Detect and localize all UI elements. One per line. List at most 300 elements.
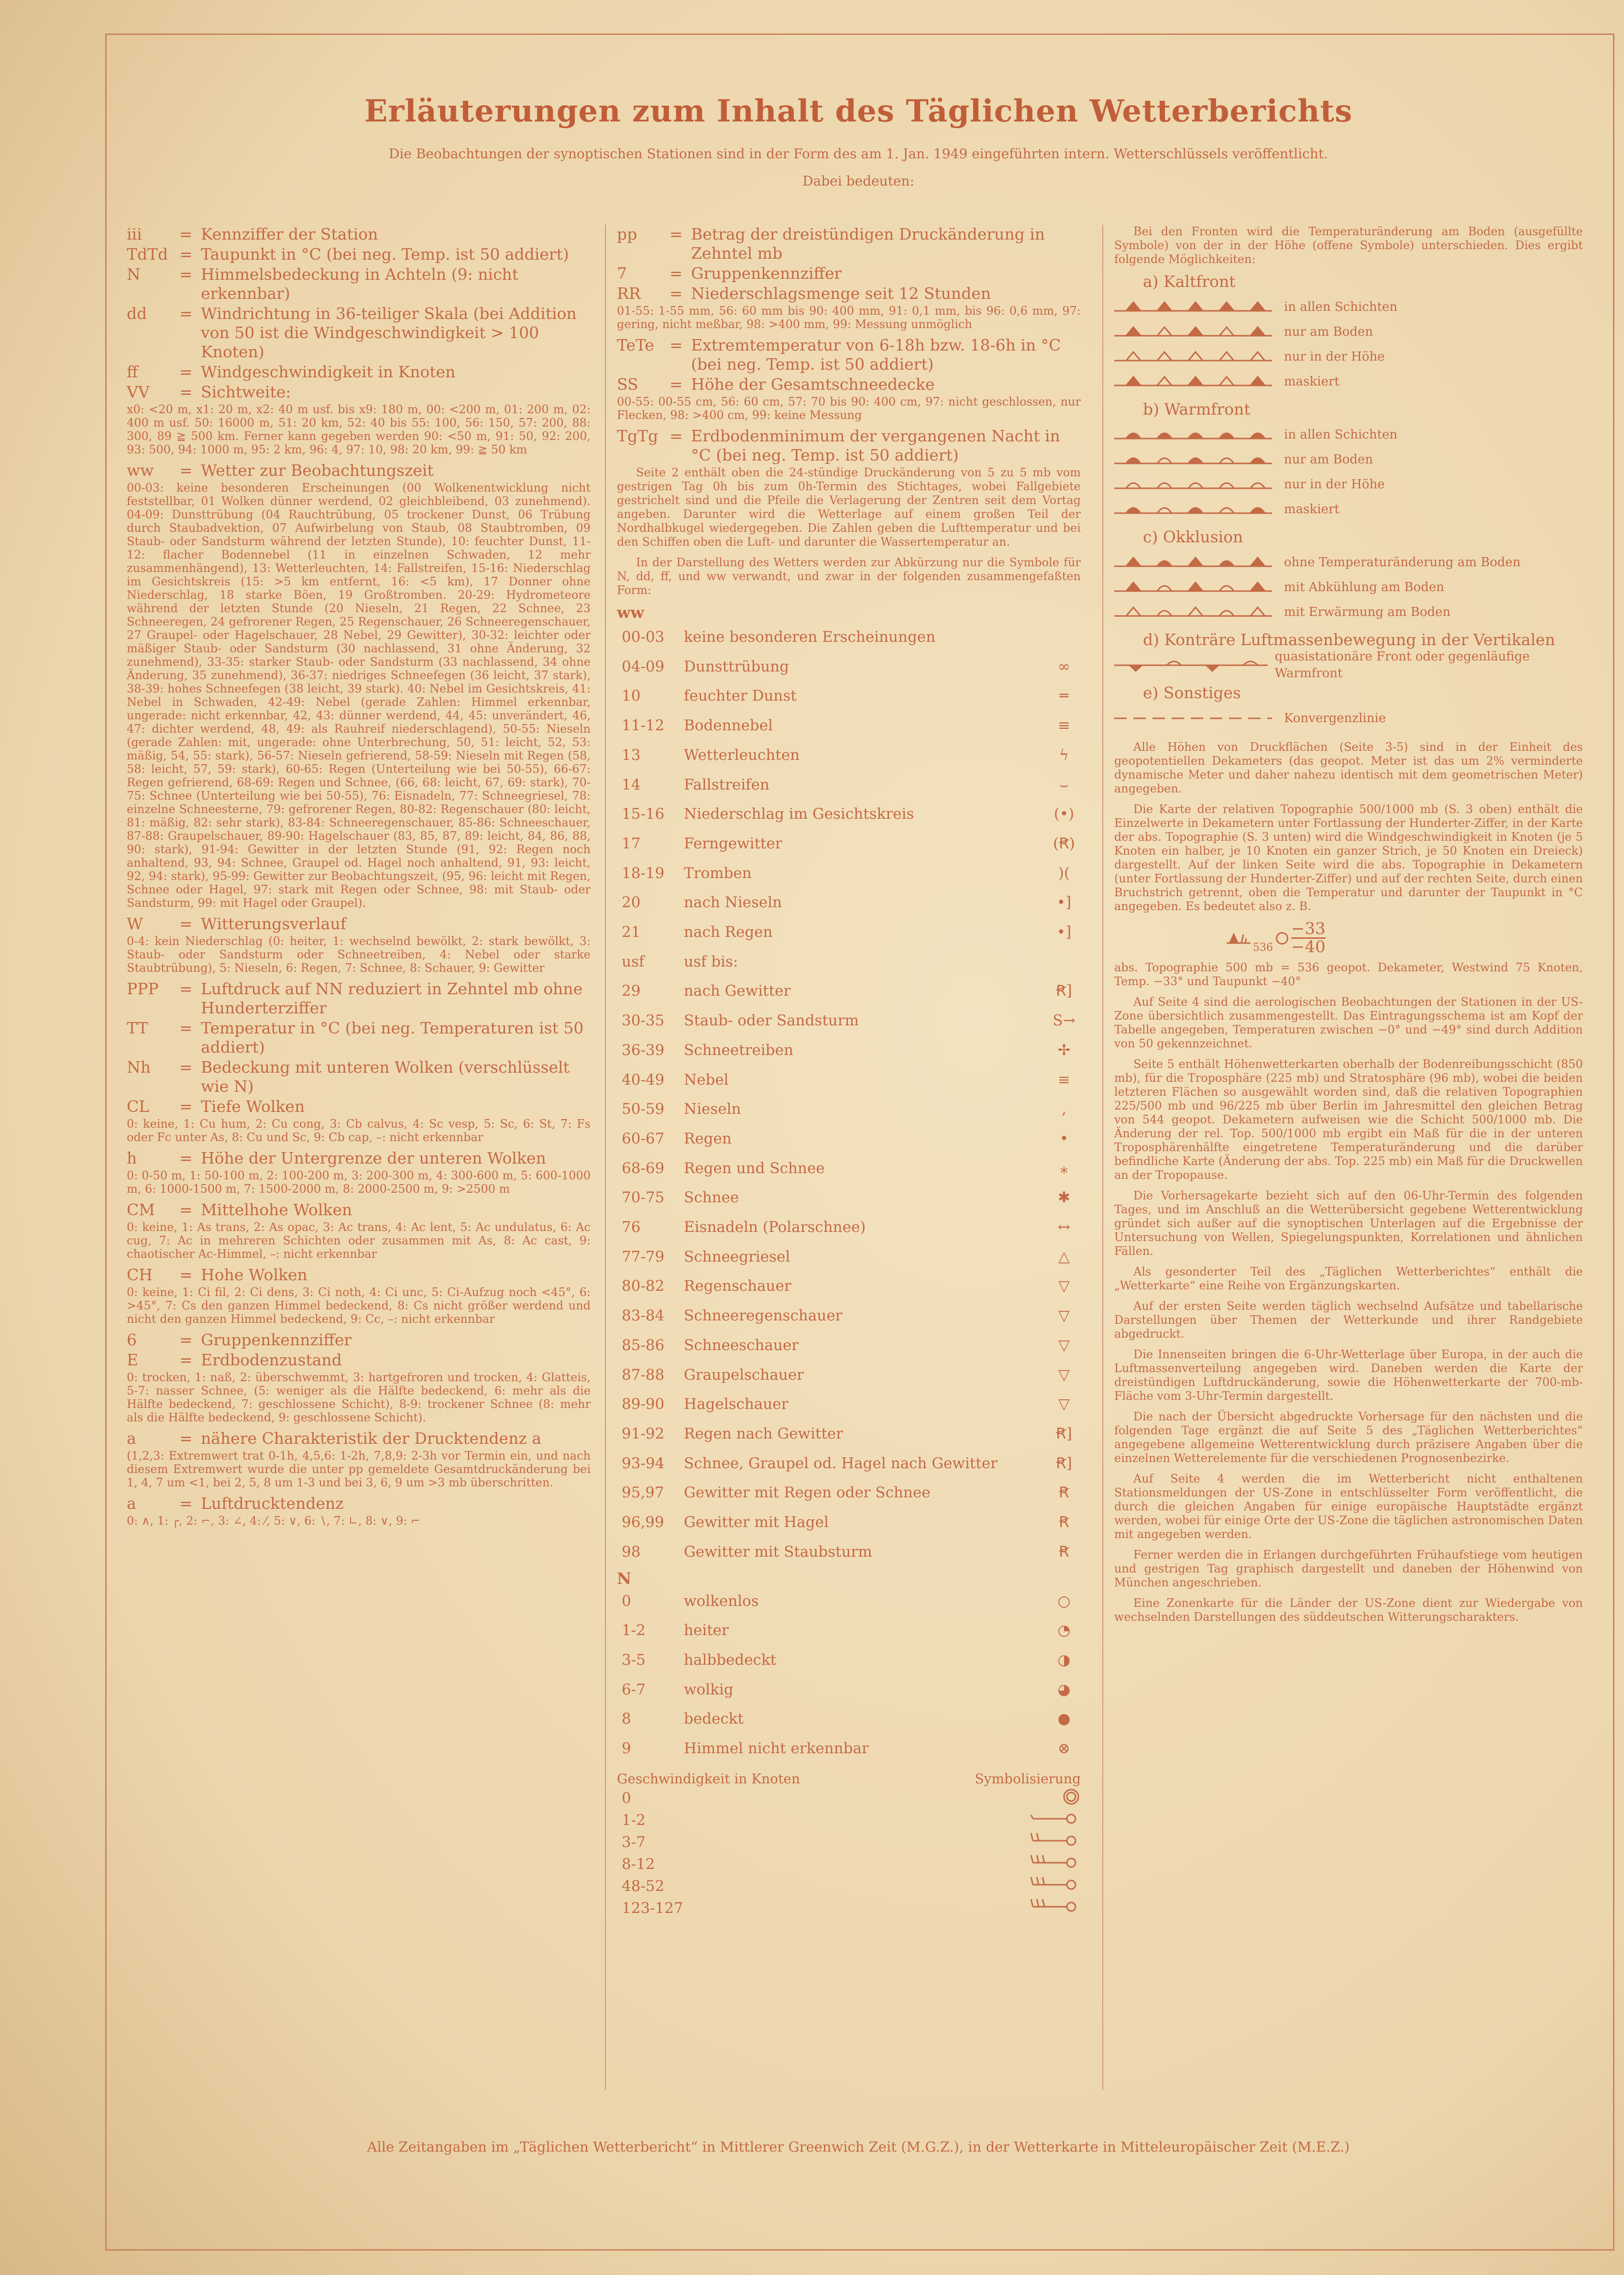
row-description: heiter	[684, 1622, 729, 1639]
wind-spacer	[684, 1875, 1028, 1897]
table-row	[617, 888, 1081, 918]
example-dewpoint: −40	[1291, 937, 1326, 956]
konvergenz-label: Konvergenzlinie	[1284, 711, 1386, 725]
front-row	[1114, 369, 1583, 394]
table-row	[617, 681, 1081, 711]
definition-text: Niederschlagsmenge seit 12 Stunden	[691, 284, 991, 303]
table-row	[617, 1646, 1081, 1675]
equals-sign: =	[179, 1200, 193, 1219]
row-code: 17	[622, 835, 641, 852]
definition-text: Himmelsbedeckung in Achteln (9: nicht erkennbar)	[201, 265, 519, 303]
equals-sign: =	[179, 1149, 193, 1167]
row-description: usf bis:	[684, 953, 738, 970]
definition-row	[127, 1019, 591, 1057]
row-code: 21	[622, 923, 641, 941]
row-symbol-icon: ◑	[1057, 1651, 1071, 1669]
row-description: Fallstreifen	[684, 776, 769, 793]
row-code: 70-75	[622, 1189, 665, 1207]
definition-code: TeTe	[617, 336, 654, 354]
row-code: 3-5	[622, 1651, 646, 1669]
definition-row	[127, 225, 591, 244]
table-row	[617, 1272, 1081, 1301]
equals-sign: =	[179, 265, 193, 284]
wind-row	[617, 1831, 1081, 1853]
definition-row	[127, 1058, 591, 1096]
table-row	[617, 1419, 1081, 1449]
definition-code: E	[127, 1351, 139, 1369]
row-symbol-icon: ∞	[1058, 658, 1070, 675]
definition-row	[617, 336, 1081, 374]
example-text: abs. Topographie 500 mb = 536 geopot. Dekameter, Westwind 75 Knoten, Temp. −33° und Taupunkt −40°	[1114, 961, 1583, 988]
front-row	[1114, 497, 1583, 522]
row-description: Graupelschauer	[684, 1366, 804, 1384]
table-row	[617, 1066, 1081, 1095]
equals-sign: =	[179, 979, 193, 998]
table-row	[617, 918, 1081, 947]
front-row	[1114, 295, 1583, 319]
wind-table	[617, 1787, 1081, 1919]
row-description: Schneegriesel	[684, 1248, 790, 1265]
row-code: 96,99	[622, 1514, 664, 1531]
definition-row	[127, 1149, 591, 1168]
table-row	[617, 1036, 1081, 1066]
page-subtitle: Die Beobachtungen der synoptischen Stationen sind in der Form des am 1. Jan. 1949 eingeführten intern. Wetterschlüssels veröffentlicht.	[388, 146, 1328, 162]
row-symbol-icon: ◔	[1057, 1622, 1071, 1639]
station-circle-icon	[1276, 932, 1288, 945]
row-code: 30-35	[622, 1012, 665, 1030]
definition-row	[617, 284, 1081, 303]
example-station-value: 536	[1253, 942, 1273, 954]
row-code: 93-94	[622, 1454, 665, 1472]
wind-speed: 3-7	[622, 1833, 646, 1851]
definition-code: SS	[617, 375, 638, 394]
table-row	[617, 1508, 1081, 1538]
wetterkarte-text: Als gesonderter Teil des „Täglichen Wetterberichtes“ enthält die „Wetterkarte“ eine Reihe von Ergänzungskarten.	[1114, 1265, 1583, 1292]
wind-barb-icon	[1028, 1897, 1081, 1916]
definition-row	[127, 383, 591, 402]
front-row	[1114, 319, 1583, 344]
column-divider	[1102, 225, 1103, 2090]
wind-spacer	[684, 1787, 1028, 1809]
definition-text: Kennziffer der Station	[201, 225, 378, 243]
definition-text: Hohe Wolken	[201, 1265, 307, 1284]
definition-text: Höhe der Untergrenze der unteren Wolken	[201, 1149, 546, 1167]
row-symbol-icon: ⊗	[1058, 1740, 1070, 1758]
vorhersage-nach-text: Die nach der Übersicht abgedruckte Vorhersage für den nächsten und die folgenden Tage ergänzt die auf Seite 5 des „Täglichen Wetterberichtes“ angegebene allgemeine Wetterentwicklung durch präzisere Angaben über die einzelnen Wetterelemente für die verschiedenen Prognosenbezirke.	[1114, 1410, 1583, 1465]
wind-spacer	[684, 1853, 1028, 1875]
table-row	[617, 1616, 1081, 1646]
definition-text: Wetter zur Beobachtungszeit	[201, 461, 434, 480]
station-example	[1224, 920, 1583, 956]
row-symbol-icon: ○	[1057, 1592, 1071, 1610]
definition-code: CL	[127, 1097, 150, 1116]
row-code: usf	[622, 953, 645, 970]
row-code: 68-69	[622, 1159, 665, 1177]
front-row	[1114, 344, 1583, 369]
front-label: nur am Boden	[1284, 324, 1373, 339]
sonstiges-heading: e) Sonstiges	[1143, 683, 1241, 702]
column-left	[127, 225, 591, 1532]
definition-text: Gruppenkennziffer	[201, 1330, 352, 1349]
table-row	[617, 1213, 1081, 1242]
row-code: 14	[622, 776, 641, 793]
definition-code: ff	[127, 363, 138, 381]
equals-sign: =	[669, 225, 683, 243]
row-code: 60-67	[622, 1130, 665, 1147]
row-code: 8	[622, 1710, 631, 1728]
page-footer: Alle Zeitangaben im „Täglichen Wetterbericht“ in Mittlerer Greenwich Zeit (M.G.Z.), in der Wetterkarte in Mitteleuropäischer Zeit (M.E.Z.)	[367, 2139, 1350, 2155]
definition-text: Betrag der dreistündigen Druckänderung in Zehntel mb	[691, 225, 1045, 263]
wind-speed: 123-127	[622, 1899, 683, 1917]
definition-text: Temperatur in °C (bei neg. Temperaturen ist 50 addiert)	[201, 1019, 584, 1056]
row-symbol-icon: Ꞧ]	[1056, 1454, 1072, 1472]
definition-code: iii	[127, 225, 142, 243]
table-row	[617, 1331, 1081, 1361]
row-symbol-icon: S→	[1053, 1012, 1075, 1030]
table-row	[617, 1390, 1081, 1419]
row-description: nach Gewitter	[684, 982, 791, 1000]
row-symbol-icon: Ꞧ	[1059, 1543, 1069, 1561]
kontraer-heading: d) Konträre Luftmassenbewegung in der Vertikalen	[1143, 630, 1555, 649]
row-description: Dunsttrübung	[684, 658, 790, 675]
definition-note: 0: ∧, 1: ┌, 2: ⌐, 3: ∠, 4: ⁄, 5: ∨, 6: ∖, 7: ∟, 8: ∨, 9: ⌐	[127, 1514, 421, 1528]
definition-code: VV	[127, 383, 150, 401]
definition-code: dd	[127, 304, 147, 323]
row-description: keine besonderen Erscheinungen	[684, 628, 936, 646]
row-description: wolkenlos	[684, 1592, 759, 1610]
row-code: 98	[622, 1543, 641, 1561]
table-row	[617, 1183, 1081, 1213]
ww-table	[617, 623, 1081, 1567]
equals-sign: =	[179, 363, 193, 381]
table-row	[617, 1242, 1081, 1272]
front-label: mit Abkühlung am Boden	[1284, 580, 1445, 594]
row-code: 13	[622, 746, 641, 764]
definition-text: Windgeschwindigkeit in Knoten	[201, 363, 456, 381]
wind-barb-icon	[1028, 1831, 1081, 1850]
table-row	[617, 1449, 1081, 1479]
table-row	[617, 829, 1081, 859]
wind-barb-icon	[1028, 1853, 1081, 1872]
row-symbol-icon: ▽	[1058, 1307, 1070, 1325]
row-code: 6-7	[622, 1681, 646, 1698]
row-description: Eisnadeln (Polarschnee)	[684, 1219, 866, 1236]
front-row	[1114, 422, 1583, 447]
warmfront-list	[1114, 422, 1583, 522]
definition-text: nähere Charakteristik der Drucktendenz a	[201, 1429, 541, 1448]
row-symbol-icon: ✱	[1058, 1189, 1070, 1207]
innenseiten-text: Die Innenseiten bringen die 6-Uhr-Wetterlage über Europa, in der auch die Luftmassenverteilung angegeben wird. Daneben werden die Karte der dreistündigen Luftdruckänderung, sowie die Höhenwetterkarte der 700-mb-Fläche vom 3-Uhr-Termin dargestellt.	[1114, 1348, 1583, 1403]
definition-text: Luftdrucktendenz	[201, 1494, 344, 1513]
row-symbol-icon: •]	[1056, 894, 1072, 912]
row-description: Niederschlag im Gesichtskreis	[684, 805, 914, 823]
equals-sign: =	[179, 225, 193, 243]
row-description: nach Regen	[684, 923, 773, 941]
row-symbol-icon: Ꞧ]	[1056, 1425, 1072, 1442]
definition-code: TgTg	[617, 427, 658, 445]
equals-sign: =	[179, 1058, 193, 1077]
row-description: nach Nieseln	[684, 894, 782, 912]
row-code: 0	[622, 1592, 631, 1610]
row-code: 89-90	[622, 1396, 665, 1413]
row-symbol-icon: ↔	[1058, 1219, 1070, 1236]
definition-code: TdTd	[127, 245, 168, 264]
wind-spacer	[684, 1897, 1028, 1919]
definition-row	[127, 1097, 591, 1116]
row-description: bedeckt	[684, 1710, 744, 1728]
equals-sign: =	[179, 1351, 193, 1369]
row-description: Schneeregenschauer	[684, 1307, 843, 1325]
row-code: 87-88	[622, 1366, 665, 1384]
wind-header	[617, 1770, 1081, 1787]
seite4b-text: Auf Seite 4 werden die im Wetterbericht nicht enthaltenen Stationsmeldungen der US-Zone in entschlüsselter Form veröffentlicht, die durch die gleichen Angaben für einige europäische Hauptstädte ergänzt werden, wobei für einige Orte der US-Zone die täglichen astronomischen Daten mit angegeben werden.	[1114, 1472, 1583, 1541]
row-code: 80-82	[622, 1277, 665, 1295]
kalt-front-symbol	[1114, 322, 1277, 341]
definition-row	[127, 363, 591, 382]
wind-row	[617, 1787, 1081, 1809]
row-code: 95,97	[622, 1484, 664, 1502]
definition-text: Windrichtung in 36-teiliger Skala (bei Addition von 50 ist die Windgeschwindigkeit > 100 Knoten)	[201, 304, 577, 361]
quasistationary-front-symbol	[1114, 656, 1268, 675]
example-temp: −33	[1291, 919, 1326, 938]
table-row	[617, 1478, 1081, 1508]
front-label: maskiert	[1284, 502, 1339, 517]
row-symbol-icon: ▽	[1058, 1277, 1070, 1295]
warm-front-symbol	[1114, 500, 1277, 519]
table-row	[617, 1301, 1081, 1331]
definition-text: Tiefe Wolken	[201, 1097, 305, 1116]
table-row	[617, 1675, 1081, 1705]
table-row	[617, 1154, 1081, 1184]
wind-speed-heading: Geschwindigkeit in Knoten	[617, 1770, 800, 1787]
row-code: 11-12	[622, 717, 665, 735]
row-symbol-icon: (Ꞧ)	[1053, 835, 1075, 852]
column-right	[1114, 225, 1583, 1631]
definition-row	[617, 225, 1081, 263]
zonenkarte-text: Eine Zonenkarte für die Länder der US-Zone dient zur Wiedergabe von wechselnden Darstellungen des süddeutschen Witterungscharakters.	[1114, 1596, 1583, 1624]
row-symbol-icon: Ꞧ	[1059, 1484, 1069, 1502]
warm-front-symbol	[1114, 475, 1277, 494]
definition-row	[617, 427, 1081, 465]
wind-speed: 0	[622, 1789, 631, 1807]
row-description: Schneetreiben	[684, 1041, 793, 1059]
row-symbol-icon: ⌣	[1059, 776, 1069, 793]
row-code: 9	[622, 1740, 631, 1758]
equals-sign: =	[669, 427, 683, 445]
row-code: 40-49	[622, 1071, 665, 1088]
wind-barb-icon	[1028, 1787, 1081, 1806]
definition-note: 0: keine, 1: Cu hum, 2: Cu cong, 3: Cb calvus, 4: Sc vesp, 5: Sc, 6: St, 7: Fs oder Fc unter As, 8: Cu und Sc, 9: Cb cap, –: nicht erkennbar	[127, 1117, 591, 1144]
definition-note: 0: trocken, 1: naß, 2: überschwemmt, 3: hartgefroren und trocken, 4: Glatteis, 5-7: nasser Schnee, (5: weniger als die Hälfte bedeckend, 6: mehr als die Hälfte bedeckend, 7: geschlossene Schicht), 8-9: trockener Schnee (8: mehr als die Hälfte bedeckend, 9: geschlossene Schicht).	[127, 1371, 591, 1424]
erste-seite-text: Auf der ersten Seite werden täglich wechselnd Aufsätze und tabellarische Darstellungen über Themen der Wetterkunde und ihrer Randgebiete abgedruckt.	[1114, 1299, 1583, 1341]
kontraer-label: quasistationäre Front oder gegenläufige Warmfront	[1274, 649, 1530, 681]
warmfront-heading: b) Warmfront	[1143, 400, 1251, 418]
row-description: Regen und Schnee	[684, 1159, 825, 1177]
front-label: mit Erwärmung am Boden	[1284, 604, 1451, 619]
definition-note: 00-55: 00-55 cm, 56: 60 cm, 57: 70 bis 90: 400 cm, 97: nicht geschlossen, nur Flecken, 98: >400 cm, 99: keine Messung	[617, 395, 1081, 422]
table-row	[617, 1361, 1081, 1390]
equals-sign: =	[669, 264, 683, 283]
front-label: nur in der Höhe	[1284, 477, 1385, 492]
seite4-text: Auf Seite 4 sind die aerologischen Beobachtungen der Stationen in der US-Zone übersichtlich zusammengestellt. Das Eintragungsschema ist am Kopf der Tabelle angegeben, Temperaturen zwischen −0° und −49° sind durch Addition von 50 gekennzeichnet.	[1114, 995, 1583, 1050]
dashed-line-symbol	[1114, 709, 1277, 728]
definition-note: 0: keine, 1: As trans, 2: As opac, 3: Ac trans, 4: Ac lent, 5: Ac undulatus, 6: Ac cug, 7: Ac in mehreren Schichten oder zusammen mit As, 8: Ac cast, 9: chaotischer Ac-Himmel, –: nicht erkennbar	[127, 1220, 591, 1261]
row-symbol-icon: ◕	[1057, 1681, 1071, 1698]
wind-spacer	[684, 1831, 1028, 1853]
wind-speed: 48-52	[622, 1877, 665, 1895]
front-label: in allen Schichten	[1284, 299, 1398, 314]
table-row	[617, 1124, 1081, 1154]
front-label: nur am Boden	[1284, 452, 1373, 467]
definition-code: TT	[127, 1019, 148, 1037]
row-symbol-icon	[1047, 623, 1081, 652]
equals-sign: =	[179, 914, 193, 933]
definition-code: 7	[617, 264, 627, 283]
definition-code: W	[127, 914, 143, 933]
table-row	[617, 977, 1081, 1006]
okklusion-list	[1114, 550, 1583, 625]
front-label: ohne Temperaturänderung am Boden	[1284, 555, 1521, 570]
definition-code: ww	[127, 461, 154, 480]
definition-row	[127, 265, 591, 303]
column-middle	[617, 225, 1081, 1919]
seite2-text: Seite 2 enthält oben die 24-stündige Druckänderung von 5 zu 5 mb vom gestrigen Tag 0h bis zum 0h-Termin des Stichtages, wobei Fallgebiete gestrichelt sind und die Pfeile die Verlagerung der Zentren seit dem Vortag angeben. Darunter wird die Wetterlage auf einem großen Teil der Nordhalbkugel wiedergegeben. Die Zahlen geben die Lufttemperatur und bei den Schiffen oben die Luft- und darunter die Wassertemperatur an.	[617, 466, 1081, 549]
intro-line: Dabei bedeuten:	[802, 173, 914, 189]
row-symbol-icon: ▽	[1058, 1366, 1070, 1384]
row-description: Tromben	[684, 864, 752, 882]
row-symbol-icon: •]	[1056, 923, 1072, 941]
table-row	[617, 652, 1081, 682]
definition-row	[617, 375, 1081, 394]
definition-row	[127, 1330, 591, 1350]
definition-code: a	[127, 1494, 136, 1513]
ferner-text: Ferner werden die in Erlangen durchgeführten Frühaufstiege vom heutigen und gestrigen Tag graphisch dargestellt und daneben der Höhenwind von München angeschrieben.	[1114, 1548, 1583, 1589]
definition-text: Mittelhohe Wolken	[201, 1200, 352, 1219]
row-symbol-icon: ≡	[1058, 1071, 1070, 1088]
row-description: feuchter Dunst	[684, 687, 797, 705]
row-symbol-icon: •	[1059, 1130, 1069, 1147]
wind-barb-icon	[1224, 929, 1253, 948]
warm-front-symbol	[1114, 425, 1277, 444]
definition-code: PPP	[127, 979, 159, 998]
wind-symbol-heading: Symbolisierung	[975, 1770, 1081, 1787]
kalt-front-symbol	[1114, 372, 1277, 391]
equals-sign: =	[179, 1494, 193, 1513]
definition-row	[127, 979, 591, 1018]
definition-code: h	[127, 1149, 137, 1167]
definition-note: 01-55: 1-55 mm, 56: 60 mm bis 90: 400 mm, 91: 0,1 mm, bis 96: 0,6 mm, 97: gering, nicht meßbar, 98: >400 mm, 99: Messung unmöglich	[617, 304, 1081, 331]
kalt-front-symbol	[1114, 347, 1277, 366]
row-symbol-icon: △	[1058, 1248, 1070, 1265]
okk-front-symbol	[1114, 553, 1277, 572]
definition-note: 0: 0-50 m, 1: 50-100 m, 2: 100-200 m, 3: 200-300 m, 4: 300-600 m, 5: 600-1000 m, 6: 1000-1500 m, 7: 1500-2000 m, 8: 2000-2500 m, 9: >2500 m	[127, 1169, 591, 1196]
wind-spacer	[684, 1809, 1028, 1831]
wind-barb-icon	[1028, 1809, 1081, 1828]
wind-barb-icon	[1028, 1875, 1081, 1894]
row-symbol-icon: ✢	[1058, 1041, 1070, 1059]
definition-code: RR	[617, 284, 641, 303]
equals-sign: =	[179, 383, 193, 401]
darstellung-text: In der Darstellung des Wetters werden zur Abkürzung nur die Symbole für N, dd, ff, und ww verwandt, und zwar in der folgenden zusammengefaßten Form:	[617, 556, 1081, 597]
row-description: Schnee, Graupel od. Hagel nach Gewitter	[684, 1454, 998, 1472]
row-symbol-icon: (•)	[1053, 805, 1075, 823]
row-code: 1-2	[622, 1622, 646, 1639]
row-symbol-icon: )(	[1058, 864, 1070, 882]
row-description: Staub- oder Sandsturm	[684, 1012, 859, 1030]
definition-row	[127, 461, 591, 480]
vorhersage-text: Die Vorhersagekarte bezieht sich auf den 06-Uhr-Termin des folgenden Tages, und im Anschluß an die Wetterübersicht gegebene Wetterentwicklung gründet sich außer auf die synoptischen Unterlagen auf die Ergebnisse der Untersuchung von Wellen, Spiegelungspunkten, Korrelationen und ähnlichen Fällen.	[1114, 1189, 1583, 1258]
equals-sign: =	[179, 304, 193, 323]
wind-row	[617, 1853, 1081, 1875]
n-heading: N	[617, 1569, 632, 1588]
col2-definitions	[617, 225, 1081, 465]
equals-sign: =	[179, 1330, 193, 1349]
row-code: 29	[622, 982, 641, 1000]
okk-front-symbol	[1114, 603, 1277, 622]
table-row	[617, 741, 1081, 770]
karte-text: Die Karte der relativen Topographie 500/1000 mb (S. 3 oben) enthält die Einzelwerte in Dekametern unter Fortlassung der Hunderter-Ziffer, in der Karte der abs. Topographie (S. 3 unten) wird die Windgeschwindigkeit in Knoten (je 5 Knoten ein halber, je 10 Knoten ein ganzer Strich, je 50 Knoten ein Dreieck) dargestellt. Auf der linken Seite wird die abs. Topographie in Dekametern (unter Fortlassung der Hunderter-Ziffer) und auf der rechten Seite, durch einen Bruchstrich getrennt, oben die Temperatur und darunter der Taupunkt in °C angegeben. Es bedeutet also z. B.	[1114, 802, 1583, 913]
okk-front-symbol	[1114, 578, 1277, 597]
table-row	[617, 1734, 1081, 1764]
definition-row	[617, 264, 1081, 283]
table-row	[617, 1587, 1081, 1616]
table-row	[617, 859, 1081, 889]
definition-code: Nh	[127, 1058, 151, 1077]
equals-sign: =	[669, 284, 683, 303]
definition-code: a	[127, 1429, 136, 1448]
row-description: Regen nach Gewitter	[684, 1425, 843, 1442]
definition-text: Luftdruck auf NN reduziert in Zehntel mb ohne Hunderterziffer	[201, 979, 583, 1017]
definition-text: Extremtemperatur von 6-18h bzw. 18-6h in °C (bei neg. Temp. ist 50 addiert)	[691, 336, 1061, 374]
kaltfront-list	[1114, 295, 1583, 394]
row-code: 85-86	[622, 1336, 665, 1354]
okklusion-heading: c) Okklusion	[1143, 528, 1243, 546]
row-code: 20	[622, 894, 641, 912]
wind-row	[617, 1809, 1081, 1831]
row-code: 77-79	[622, 1248, 665, 1265]
equals-sign: =	[179, 461, 193, 480]
front-row	[1114, 472, 1583, 497]
equals-sign: =	[179, 1265, 193, 1284]
definition-row	[127, 1351, 591, 1370]
ww-heading: ww	[617, 603, 644, 622]
definition-note: x0: <20 m, x1: 20 m, x2: 40 m usf. bis x9: 180 m, 00: <200 m, 01: 200 m, 02: 400 m usf. 50: 16000 m, 51: 20 km, 52: 40 bis 55: 100, 56: 150, 57: 200, 88: 300, 89 ≧ 500 km. Ferner kann gegeben werden 90: <50 m, 91: 50, 92: 200, 93: 500, 94: 1000 m, 95: 2 km, 96: 4, 97: 10, 98: 20 km, 99: ≧ 50 km	[127, 403, 591, 456]
front-row	[1114, 447, 1583, 472]
row-symbol-icon: ϟ	[1059, 746, 1069, 764]
definition-text: Erdbodenzustand	[201, 1351, 342, 1369]
table-row	[617, 800, 1081, 829]
wind-row	[617, 1875, 1081, 1897]
example-fraction	[1291, 921, 1326, 956]
row-description: Schneeschauer	[684, 1336, 799, 1354]
row-symbol-icon: Ꞧ]	[1056, 982, 1072, 1000]
wind-speed: 8-12	[622, 1855, 655, 1873]
row-code: 00-03	[622, 628, 665, 646]
row-description: halbbedeckt	[684, 1651, 777, 1669]
definition-note: (1,2,3: Extremwert trat 0-1h, 4,5,6: 1-2h, 7,8,9: 2-3h vor Termin ein, und nach diesem Extremwert wurde die unter pp gemeldete Gesamtdruckänderung bei 1, 4, 7 um <1, bei 2, 5, 8 um 1-3 und bei 3, 6, 9 um >3 mb überschritten.	[127, 1449, 591, 1489]
row-description: Schnee	[684, 1189, 739, 1207]
row-description: Gewitter mit Hagel	[684, 1514, 829, 1531]
definition-row	[127, 304, 591, 362]
page-title: Erläuterungen zum Inhalt des Täglichen Wetterberichts	[364, 93, 1353, 129]
front-label: in allen Schichten	[1284, 427, 1398, 442]
warm-front-symbol	[1114, 450, 1277, 469]
wind-row	[617, 1897, 1081, 1919]
n-table	[617, 1587, 1081, 1764]
definition-code: 6	[127, 1330, 137, 1349]
row-code: 36-39	[622, 1041, 665, 1059]
row-symbol-icon: ▽	[1058, 1336, 1070, 1354]
